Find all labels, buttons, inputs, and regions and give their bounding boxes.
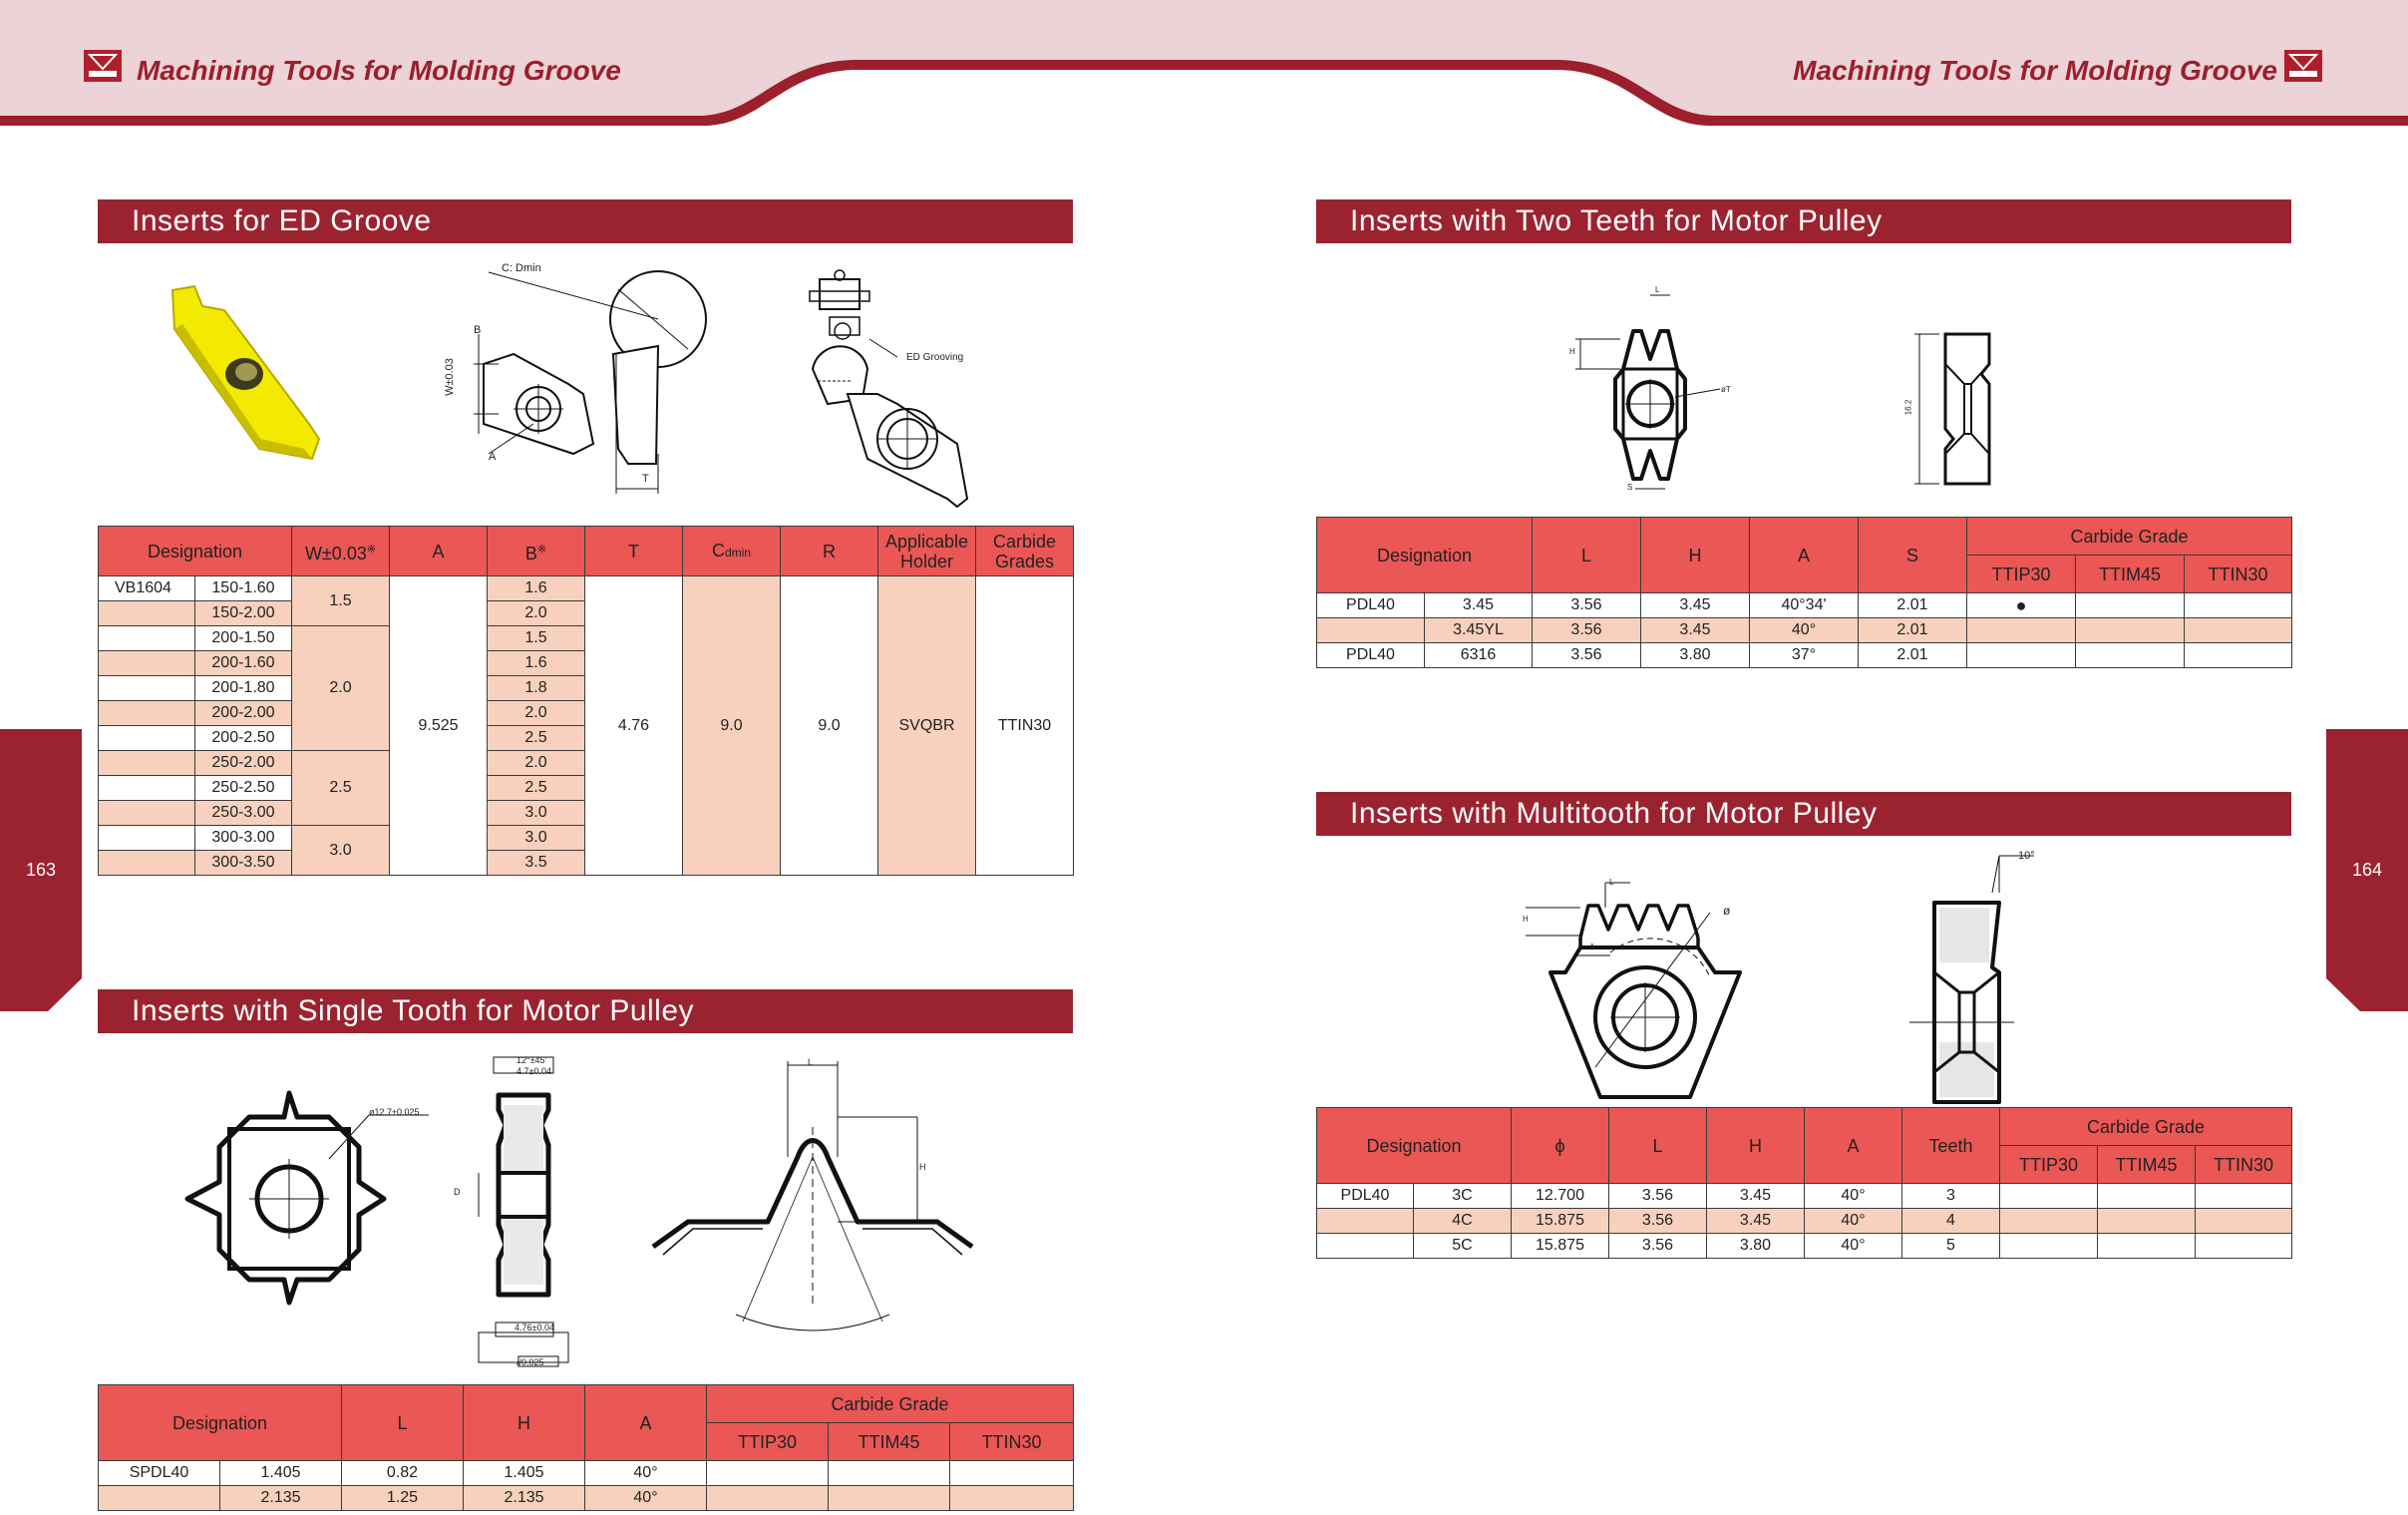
tt-cell-code: 3.45	[1425, 593, 1533, 618]
single-tooth-front-drawing	[179, 1087, 429, 1307]
ed-label-a: A	[489, 451, 497, 463]
multitooth-table	[1316, 1107, 2292, 1259]
st-col-g3: TTIN30	[950, 1423, 1074, 1461]
two-teeth-table	[1316, 517, 2292, 668]
table-row	[1317, 1184, 2292, 1209]
ed-model: VB1604	[99, 576, 195, 601]
ed-b-value: 1.8	[488, 676, 585, 701]
tt-cell-s: 2.01	[1859, 593, 1967, 618]
ed-b-value: 2.0	[488, 751, 585, 776]
ed-col-a: A	[390, 527, 488, 576]
st-col-a: A	[585, 1385, 707, 1461]
mt-label-h: H	[1523, 915, 1529, 924]
ed-t-value: 4.76	[585, 576, 683, 876]
mt-cell-model	[1317, 1209, 1414, 1234]
st-cell-a: 40°	[585, 1461, 707, 1486]
ed-code: 250-2.50	[195, 776, 292, 801]
st-label-h: H	[919, 1162, 926, 1172]
ed-b-value: 1.6	[488, 651, 585, 676]
mt-col-g1: TTIP30	[2000, 1146, 2098, 1184]
ed-b-value: 1.5	[488, 626, 585, 651]
tt-cell-h: 3.45	[1641, 618, 1750, 643]
ed-col-designation: Designation	[99, 527, 292, 576]
mt-cell-code: 3C	[1414, 1184, 1512, 1209]
ed-holder-value: SVQBR	[878, 576, 976, 876]
section-two-teeth: Inserts with Two Teeth for Motor Pulley	[1316, 199, 2291, 243]
tt-cell-h: 3.80	[1641, 643, 1750, 668]
ed-b-value: 2.5	[488, 776, 585, 801]
multitooth-front-drawing	[1521, 878, 1770, 1102]
ed-c-value: 9.0	[683, 576, 781, 876]
tt-col-h: H	[1641, 518, 1750, 593]
mt-col-h: H	[1707, 1108, 1805, 1184]
tt-cell-code: 6316	[1425, 643, 1533, 668]
mt-cell-model: PDL40	[1317, 1184, 1414, 1209]
mt-col-carbide-grade: Carbide Grade	[2000, 1108, 2292, 1146]
ed-col-grades: Carbide Grades	[976, 527, 1074, 576]
st-cell-model: SPDL40	[99, 1461, 220, 1486]
ed-w-group: 1.5	[292, 576, 390, 626]
tt-label-a: øT	[1721, 385, 1731, 394]
ed-col-t: T	[585, 527, 683, 576]
ed-b-value: 1.6	[488, 576, 585, 601]
mt-cell-a: 40°	[1805, 1234, 1902, 1259]
mt-cell-phi: 12.700	[1512, 1184, 1609, 1209]
tt-cell-model: PDL40	[1317, 593, 1425, 618]
st-label-top1: 12°±45'	[516, 1055, 547, 1065]
table-row	[99, 1461, 1074, 1486]
ed-insert-photo	[165, 284, 324, 469]
tt-label-h: H	[1569, 347, 1575, 356]
brand-logo	[84, 50, 122, 82]
ed-code: 200-1.50	[195, 626, 292, 651]
st-cell-l: 1.25	[342, 1486, 464, 1511]
ed-label-w: W±0.03	[443, 358, 456, 396]
ed-code: 300-3.50	[195, 851, 292, 876]
mt-col-a: A	[1805, 1108, 1902, 1184]
mt-col-l: L	[1609, 1108, 1707, 1184]
table-row	[1317, 1209, 2292, 1234]
st-col-l: L	[342, 1385, 464, 1461]
st-cell-code: 1.405	[220, 1461, 342, 1486]
mt-cell-l: 3.56	[1609, 1209, 1707, 1234]
mt-cell-h: 3.80	[1707, 1234, 1805, 1259]
tt-col-carbide-grade: Carbide Grade	[1967, 518, 2292, 556]
ed-label-dmin: C: Dmin	[502, 262, 541, 274]
st-label-bottom2: //0.025	[516, 1357, 544, 1367]
st-label-dia: ø12.7±0.025	[369, 1107, 420, 1117]
mt-col-designation: Designation	[1317, 1108, 1512, 1184]
tt-cell-model: PDL40	[1317, 643, 1425, 668]
mt-cell-teeth: 3	[1902, 1184, 2000, 1209]
tt-col-g2: TTIM45	[2076, 556, 2185, 593]
tt-label-side: 16.2	[1903, 399, 1913, 416]
page-number-left: 163	[25, 860, 57, 880]
section-single-tooth: Inserts with Single Tooth for Motor Pulley	[98, 989, 1073, 1033]
section-ed-groove: Inserts for ED Groove	[98, 199, 1073, 243]
st-col-g2: TTIM45	[829, 1423, 950, 1461]
mt-cell-code: 5C	[1414, 1234, 1512, 1259]
tt-cell-s: 2.01	[1859, 618, 1967, 643]
tt-col-l: L	[1533, 518, 1641, 593]
two-teeth-side-drawing	[1909, 329, 1999, 494]
ed-code: 250-3.00	[195, 801, 292, 826]
ed-code: 250-2.00	[195, 751, 292, 776]
mt-cell-model	[1317, 1234, 1414, 1259]
table-row	[1317, 643, 2292, 668]
ed-code: 200-1.60	[195, 651, 292, 676]
tt-cell-a: 40°	[1750, 618, 1859, 643]
mt-cell-phi: 15.875	[1512, 1209, 1609, 1234]
st-col-h: H	[464, 1385, 585, 1461]
st-label-top2: 4.7±0.04	[516, 1066, 551, 1076]
st-col-carbide-grade: Carbide Grade	[707, 1385, 1074, 1423]
ed-w-group: 3.0	[292, 826, 390, 876]
mt-label-l: L	[1609, 878, 1614, 887]
single-tooth-side-drawing	[454, 1055, 603, 1364]
header-title-left: Machining Tools for Molding Groove	[137, 55, 621, 86]
ed-w-group: 2.5	[292, 751, 390, 826]
ed-w-group: 2.0	[292, 626, 390, 751]
ed-r-value: 9.0	[781, 576, 878, 876]
table-row	[99, 1486, 1074, 1511]
st-label-d: D	[454, 1187, 461, 1197]
ed-code: 200-2.50	[195, 726, 292, 751]
table-row	[1317, 593, 2292, 618]
tt-col-a: A	[1750, 518, 1859, 593]
tt-cell-g1: ●	[1967, 593, 2076, 618]
ed-label-t: T	[642, 473, 649, 485]
ed-b-value: 2.5	[488, 726, 585, 751]
ed-a-value: 9.525	[390, 576, 488, 876]
tt-cell-l: 3.56	[1533, 618, 1641, 643]
page-number-right: 164	[2351, 860, 2383, 880]
multitooth-side-drawing	[1904, 848, 2034, 1102]
mt-cell-teeth: 4	[1902, 1209, 2000, 1234]
st-cell-l: 0.82	[342, 1461, 464, 1486]
ed-col-c: Cdmin	[683, 527, 781, 576]
mt-col-g2: TTIM45	[2098, 1146, 2196, 1184]
mt-cell-l: 3.56	[1609, 1234, 1707, 1259]
ed-b-value: 3.0	[488, 826, 585, 851]
ed-groove-table	[98, 526, 1074, 876]
ed-b-value: 3.5	[488, 851, 585, 876]
ed-code: 200-2.00	[195, 701, 292, 726]
ed-holder-drawing	[808, 269, 982, 514]
ed-code: 300-3.00	[195, 826, 292, 851]
ed-code: 150-2.00	[195, 601, 292, 626]
tt-label-l: L	[1655, 285, 1660, 294]
st-cell-code: 2.135	[220, 1486, 342, 1511]
tt-col-g1: TTIP30	[1967, 556, 2076, 593]
two-teeth-front-drawing	[1565, 289, 1745, 504]
header-title-right: Machining Tools for Molding Groove	[1793, 55, 2277, 86]
mt-cell-teeth: 5	[1902, 1234, 2000, 1259]
table-row	[1317, 618, 2292, 643]
mt-label-phi: ø	[1723, 904, 1731, 918]
ed-b-value: 2.0	[488, 701, 585, 726]
single-tooth-profile-drawing	[648, 1057, 992, 1336]
tt-label-s: S	[1627, 483, 1633, 492]
ed-col-holder: Applicable Holder	[878, 527, 976, 576]
table-row	[1317, 1234, 2292, 1259]
st-cell-a: 40°	[585, 1486, 707, 1511]
table-row	[99, 576, 1074, 601]
mt-label-a: A	[1589, 943, 1595, 951]
ed-b-value: 3.0	[488, 801, 585, 826]
single-tooth-table	[98, 1384, 1074, 1511]
st-label-bottom1: 4.76±0.04	[515, 1323, 554, 1332]
mt-cell-a: 40°	[1805, 1184, 1902, 1209]
tt-cell-a: 37°	[1750, 643, 1859, 668]
ed-grade-value: TTIN30	[976, 576, 1074, 876]
mt-col-g3: TTIN30	[2196, 1146, 2292, 1184]
ed-code: 200-1.80	[195, 676, 292, 701]
ed-groove-drawing	[459, 254, 728, 504]
mt-cell-h: 3.45	[1707, 1209, 1805, 1234]
mt-cell-phi: 15.875	[1512, 1234, 1609, 1259]
ed-b-value: 2.0	[488, 601, 585, 626]
st-cell-model	[99, 1486, 220, 1511]
st-cell-h: 1.405	[464, 1461, 585, 1486]
tt-col-designation: Designation	[1317, 518, 1533, 593]
brand-logo-right	[2284, 50, 2322, 82]
tt-col-s: S	[1859, 518, 1967, 593]
st-col-g1: TTIP30	[707, 1423, 829, 1461]
mt-cell-h: 3.45	[1707, 1184, 1805, 1209]
tt-cell-model	[1317, 618, 1425, 643]
ed-col-w: W±0.03※	[292, 527, 390, 576]
tt-cell-l: 3.56	[1533, 643, 1641, 668]
mt-label-angle: 10°	[2018, 850, 2035, 862]
tt-cell-a: 40°34'	[1750, 593, 1859, 618]
ed-col-r: R	[781, 527, 878, 576]
mt-col-phi: ϕ	[1512, 1108, 1609, 1184]
st-label-l: L	[808, 1057, 814, 1067]
tt-cell-l: 3.56	[1533, 593, 1641, 618]
mt-cell-code: 4C	[1414, 1209, 1512, 1234]
ed-label-b: B	[474, 324, 482, 336]
st-col-designation: Designation	[99, 1385, 342, 1461]
tt-cell-h: 3.45	[1641, 593, 1750, 618]
ed-col-b: B※	[488, 527, 585, 576]
section-multitooth: Inserts with Multitooth for Motor Pulley	[1316, 792, 2291, 836]
st-cell-h: 2.135	[464, 1486, 585, 1511]
ed-code: 150-1.60	[195, 576, 292, 601]
mt-col-teeth: Teeth	[1902, 1108, 2000, 1184]
tt-cell-code: 3.45YL	[1425, 618, 1533, 643]
ed-label-grooving: ED Grooving	[906, 352, 964, 363]
tt-col-g3: TTIN30	[2185, 556, 2292, 593]
mt-cell-l: 3.56	[1609, 1184, 1707, 1209]
mt-cell-a: 40°	[1805, 1209, 1902, 1234]
tt-cell-s: 2.01	[1859, 643, 1967, 668]
